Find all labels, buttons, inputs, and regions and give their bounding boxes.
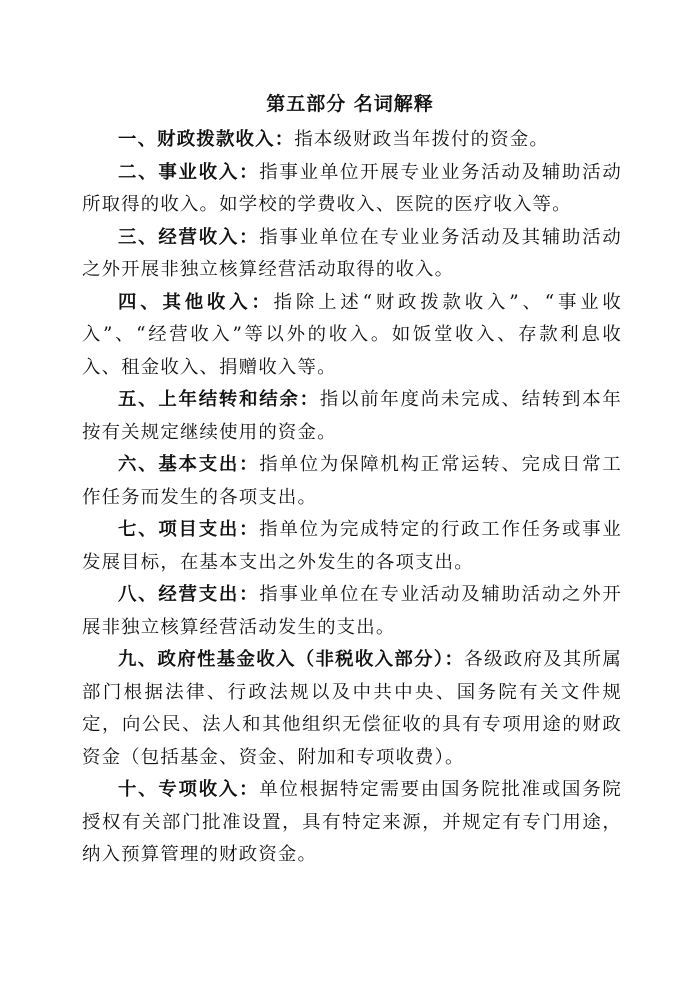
entry-definition: 指事业单位在专业活动及辅助活动之外开展非独立核算经营活动发生的支出。 <box>82 584 623 638</box>
entry-term: 二、事业收入： <box>118 161 260 183</box>
entry-term: 五、上年结转和结余： <box>118 389 320 410</box>
entry-definition: 各级政府及其所属部门根据法律、行政法规以及中共中央、国务院有关文件规定，向公民、法人和其他组织无偿征收的具有专项用途的财政资金（包括基金、资金、附加和专项收费）。 <box>82 649 623 768</box>
glossary-entry-4 <box>82 287 622 385</box>
entry-term: 十、专项收入： <box>118 779 260 800</box>
entry-definition: 指以前年度尚未完成、结转到本年按有关规定继续使用的资金。 <box>82 389 622 443</box>
entry-definition: 指本级财政当年拨付的资金。 <box>294 129 550 150</box>
entry-term: 九、政府性基金收入（非税收入部分）： <box>118 649 465 670</box>
entry-definition: 指事业单位在专业业务活动及其辅助活动之外开展非独立核算经营活动取得的收入。 <box>82 226 623 280</box>
entry-term: 三、经营收入： <box>118 226 260 248</box>
glossary-entry-2 <box>82 157 622 222</box>
glossary-entry-1 <box>82 124 622 157</box>
glossary-entry-9 <box>82 644 622 774</box>
entry-term: 八、经营支出： <box>118 584 260 605</box>
glossary-entry-7 <box>82 514 622 579</box>
entry-definition: 单位根据特定需要由国务院批准或国务院授权有关部门批准设置，具有特定来源，并规定有专门用途，纳入预算管理的财政资金。 <box>82 779 623 865</box>
glossary-entry-10 <box>82 774 622 872</box>
entry-term: 六、基本支出： <box>118 454 260 475</box>
entry-definition: 指单位为保障机构正常运转、完成日常工作任务而发生的各项支出。 <box>82 454 623 508</box>
glossary-entry-6 <box>82 449 622 514</box>
glossary-entry-8 <box>82 579 622 644</box>
entry-definition: 指事业单位开展专业业务活动及辅助活动所取得的收入。如学校的学费收入、医院的医疗收入等。 <box>82 161 623 215</box>
glossary-entry-3 <box>82 222 622 287</box>
entry-definition: 指除上述“财政拨款收入”、“事业收入”、“经营收入”等以外的收入。如饭堂收入、存款利息收入、租金收入、捐赠收入等。 <box>82 291 622 378</box>
entry-term: 七、项目支出： <box>118 519 260 540</box>
page-title: 第五部分 名词解释 <box>266 93 434 115</box>
glossary-entry-5 <box>82 384 622 449</box>
glossary-list <box>82 124 622 872</box>
entry-term: 四、其他收入： <box>118 291 274 313</box>
entry-term: 一、财政拨款收入： <box>118 129 295 150</box>
entry-definition: 指单位为完成特定的行政工作任务或事业发展目标，在基本支出之外发生的各项支出。 <box>82 519 623 573</box>
